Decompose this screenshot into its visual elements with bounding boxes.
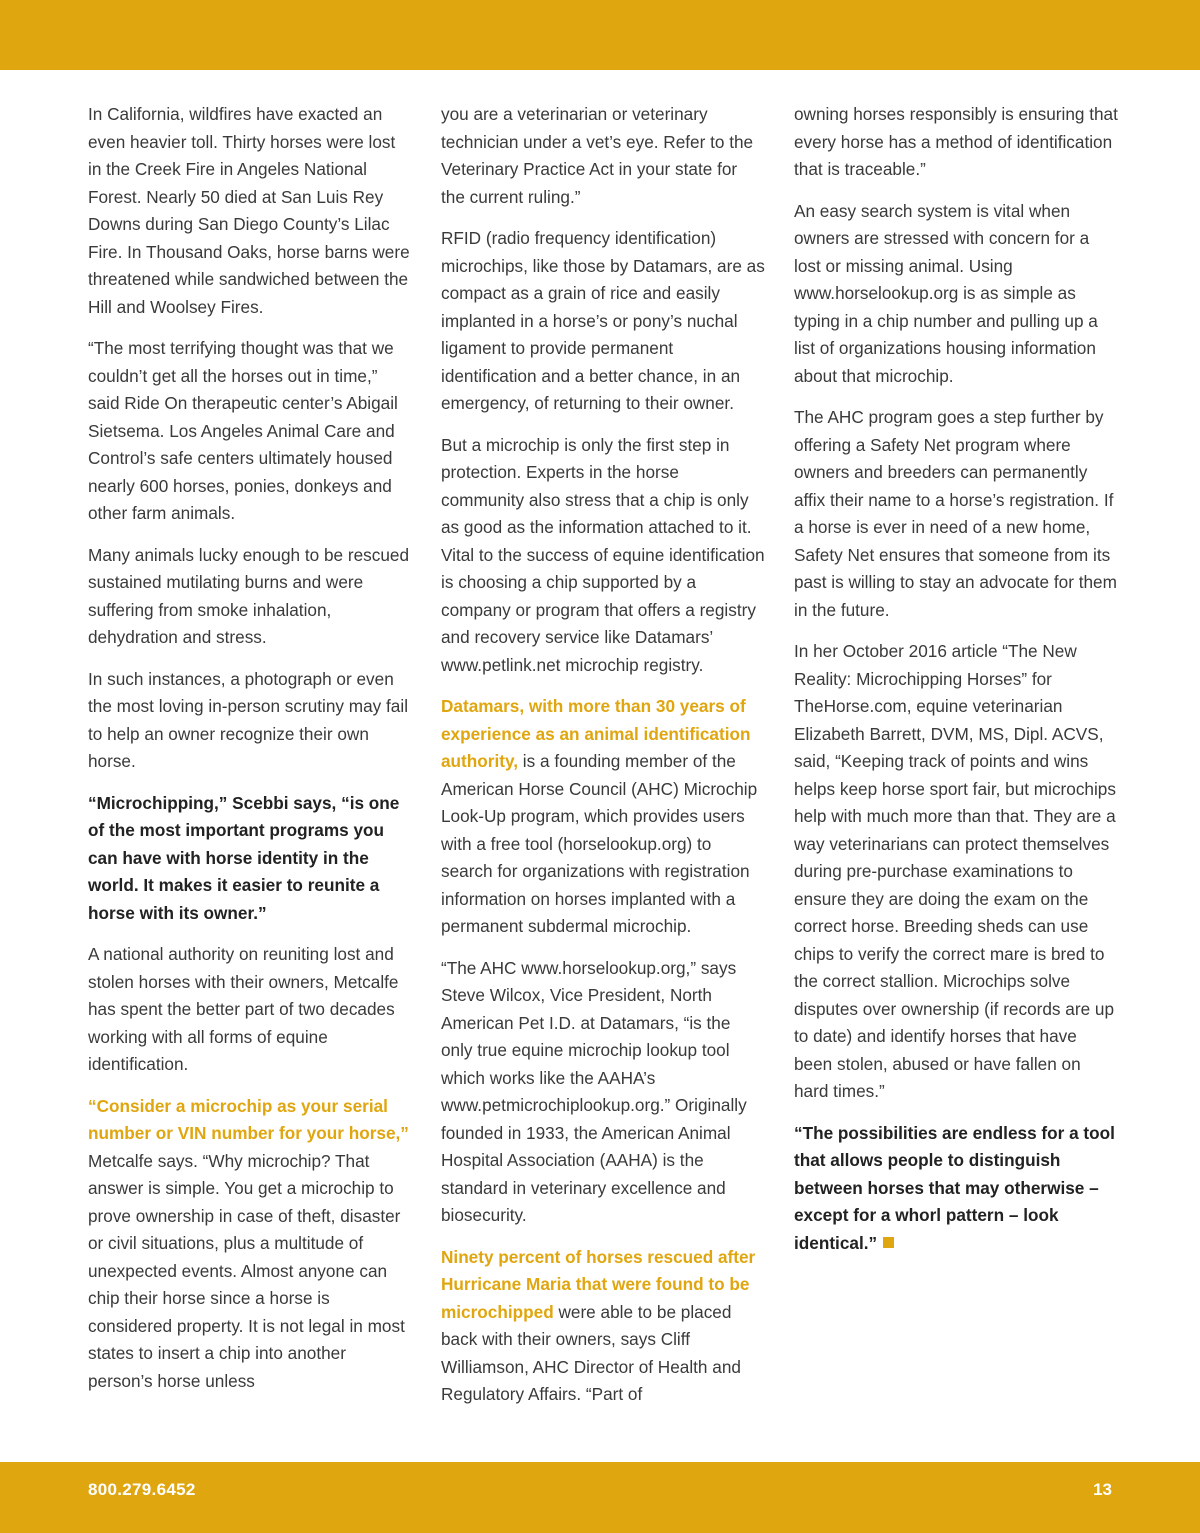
page-number: 13 (1093, 1480, 1112, 1499)
paragraph (441, 693, 765, 941)
top-color-band (0, 0, 1200, 70)
paragraph-text: were able to be placed back with their owners, says Cliff Williamson, AHC Director of Health and Regulatory Affairs. “Part of (441, 1301, 741, 1404)
paragraph: But a microchip is only the first step in protection. Experts in the horse community also stress that a chip is only as good as the information attached to it. Vital to the success of equine identification is choosing a chip supported by a company or program that offers a registry and recovery service like Datamars’ www.petlink.net microchip registry. (441, 434, 765, 675)
article-column-2 (441, 101, 765, 1423)
paragraph-text: is a founding member of the American Horse Council (AHC) Microchip Look-Up program, which provides users with a free tool (horselookup.org) to search for organizations with registration information on horses implanted with a permanent subdermal microchip. (441, 751, 758, 936)
end-of-article-mark-icon (883, 1237, 894, 1248)
footer-phone-number: 800.279.6452 (88, 1480, 196, 1499)
highlighted-text: “Consider a microchip as your serial number or VIN number for your horse,” (88, 1095, 409, 1143)
article-column-1 (88, 101, 412, 1409)
closing-quote (794, 1120, 1118, 1258)
highlighted-text: Ninety percent of horses rescued after Hurricane Maria that were found to be microchipped (441, 1246, 756, 1322)
paragraph: An easy search system is vital when owners are stressed with concern for a lost or missing animal. Using www.horselookup.org is as simple as typing in a chip number and pulling up a list of organizations housing information about that microchip. (794, 200, 1098, 386)
pull-quote: “Microchipping,” Scebbi says, “is one of the most important programs you can have with horse identity in the world. It makes it easier to reunite a horse with its owner.” (88, 792, 400, 923)
paragraph: owning horses responsibly is ensuring that every horse has a method of identification that is traceable.” (794, 104, 1118, 179)
paragraph (441, 1244, 765, 1409)
paragraph: The AHC program goes a step further by offering a Safety Net program where owners and breeders can permanently affix their name to a horse’s registration. If a horse is ever in need of a new home, Safety Net ensures that someone from its past is willing to stay an advocate for them in the future. (794, 407, 1117, 620)
paragraph: A national authority on reuniting lost and stolen horses with their owners, Metcalfe has spent the better part of two decades working with all forms of equine identification. (88, 944, 399, 1074)
closing-quote-text: “The possibilities are endless for a tool that allows people to distinguish between horses that may otherwise – except for a whorl pattern – look identical.” (794, 1122, 1115, 1253)
paragraph: In such instances, a photograph or even the most loving in-person scrutiny may fail to help an owner recognize their own horse. (88, 668, 409, 771)
paragraph: you are a veterinarian or veterinary technician under a vet’s eye. Refer to the Veterinary Practice Act in your state for the current ruling.” (441, 104, 754, 207)
highlighted-text: Datamars, with more than 30 years of experience as an animal identification authority, (441, 696, 751, 771)
paragraph: RFID (radio frequency identification) microchips, like those by Datamars, are as compact as a grain of rice and easily implanted in a horse’s or pony’s nuchal ligament to provide permanent identification and a better chance, in an emergency, of returning to their owner. (441, 228, 765, 413)
paragraph: Many animals lucky enough to be rescued sustained mutilating burns and were suffering from smoke inhalation, dehydration and stress. (88, 544, 410, 647)
paragraph (88, 1093, 412, 1396)
paragraph: In California, wildfires have exacted an even heavier toll. Thirty horses were lost in the Creek Fire in Angeles National Forest. Nearly 50 died at San Luis Rey Downs during San Diego County’s Lilac Fire. In Thousand Oaks, horse barns were threatened while sandwiched between the Hill and Woolsey Fires. (88, 104, 410, 317)
paragraph: “The AHC www.horselookup.org,” says Steve Wilcox, Vice President, North American Pet I.D. at Datamars, “is the only true equine microchip lookup tool which works like the AAHA’s www.petmicrochiplookup.org.” Originally founded in 1933, the American Animal Hospital Association (AAHA) is the standard in veterinary excellence and biosecurity. (441, 957, 747, 1225)
paragraph: “The most terrifying thought was that we couldn’t get all the horses out in time,” said Ride On therapeutic center’s Abigail Sietsema. Los Angeles Animal Care and Control’s safe centers ultimately housed nearly 600 horses, ponies, donkeys and other farm animals. (88, 338, 398, 523)
paragraph: In her October 2016 article “The New Reality: Microchipping Horses” for TheHorse.com, equine veterinarian Elizabeth Barrett, DVM, MS, Dipl. ACVS, said, “Keeping track of points and wins helps keep horse sport fair, but microchips help with much more than that. They are a way veterinarians can protect themselves during pre-purchase examinations to ensure they are doing the exam on the correct horse. Breeding sheds can use chips to verify the correct mare is bred to the correct stallion. Microchips solve disputes over ownership (if records are up to date) and identify horses that have been stolen, abused or have fallen on hard times.” (794, 641, 1116, 1101)
article-column-3 (794, 101, 1118, 1271)
paragraph-text: Metcalfe says. “Why microchip? That answer is simple. You get a microchip to prove ownership in case of theft, disaster or civil situations, plus a multitude of unexpected events. Almost anyone can chip their horse since a horse is considered property. It is not legal in most states to insert a chip into another person’s horse unless (88, 1150, 405, 1391)
